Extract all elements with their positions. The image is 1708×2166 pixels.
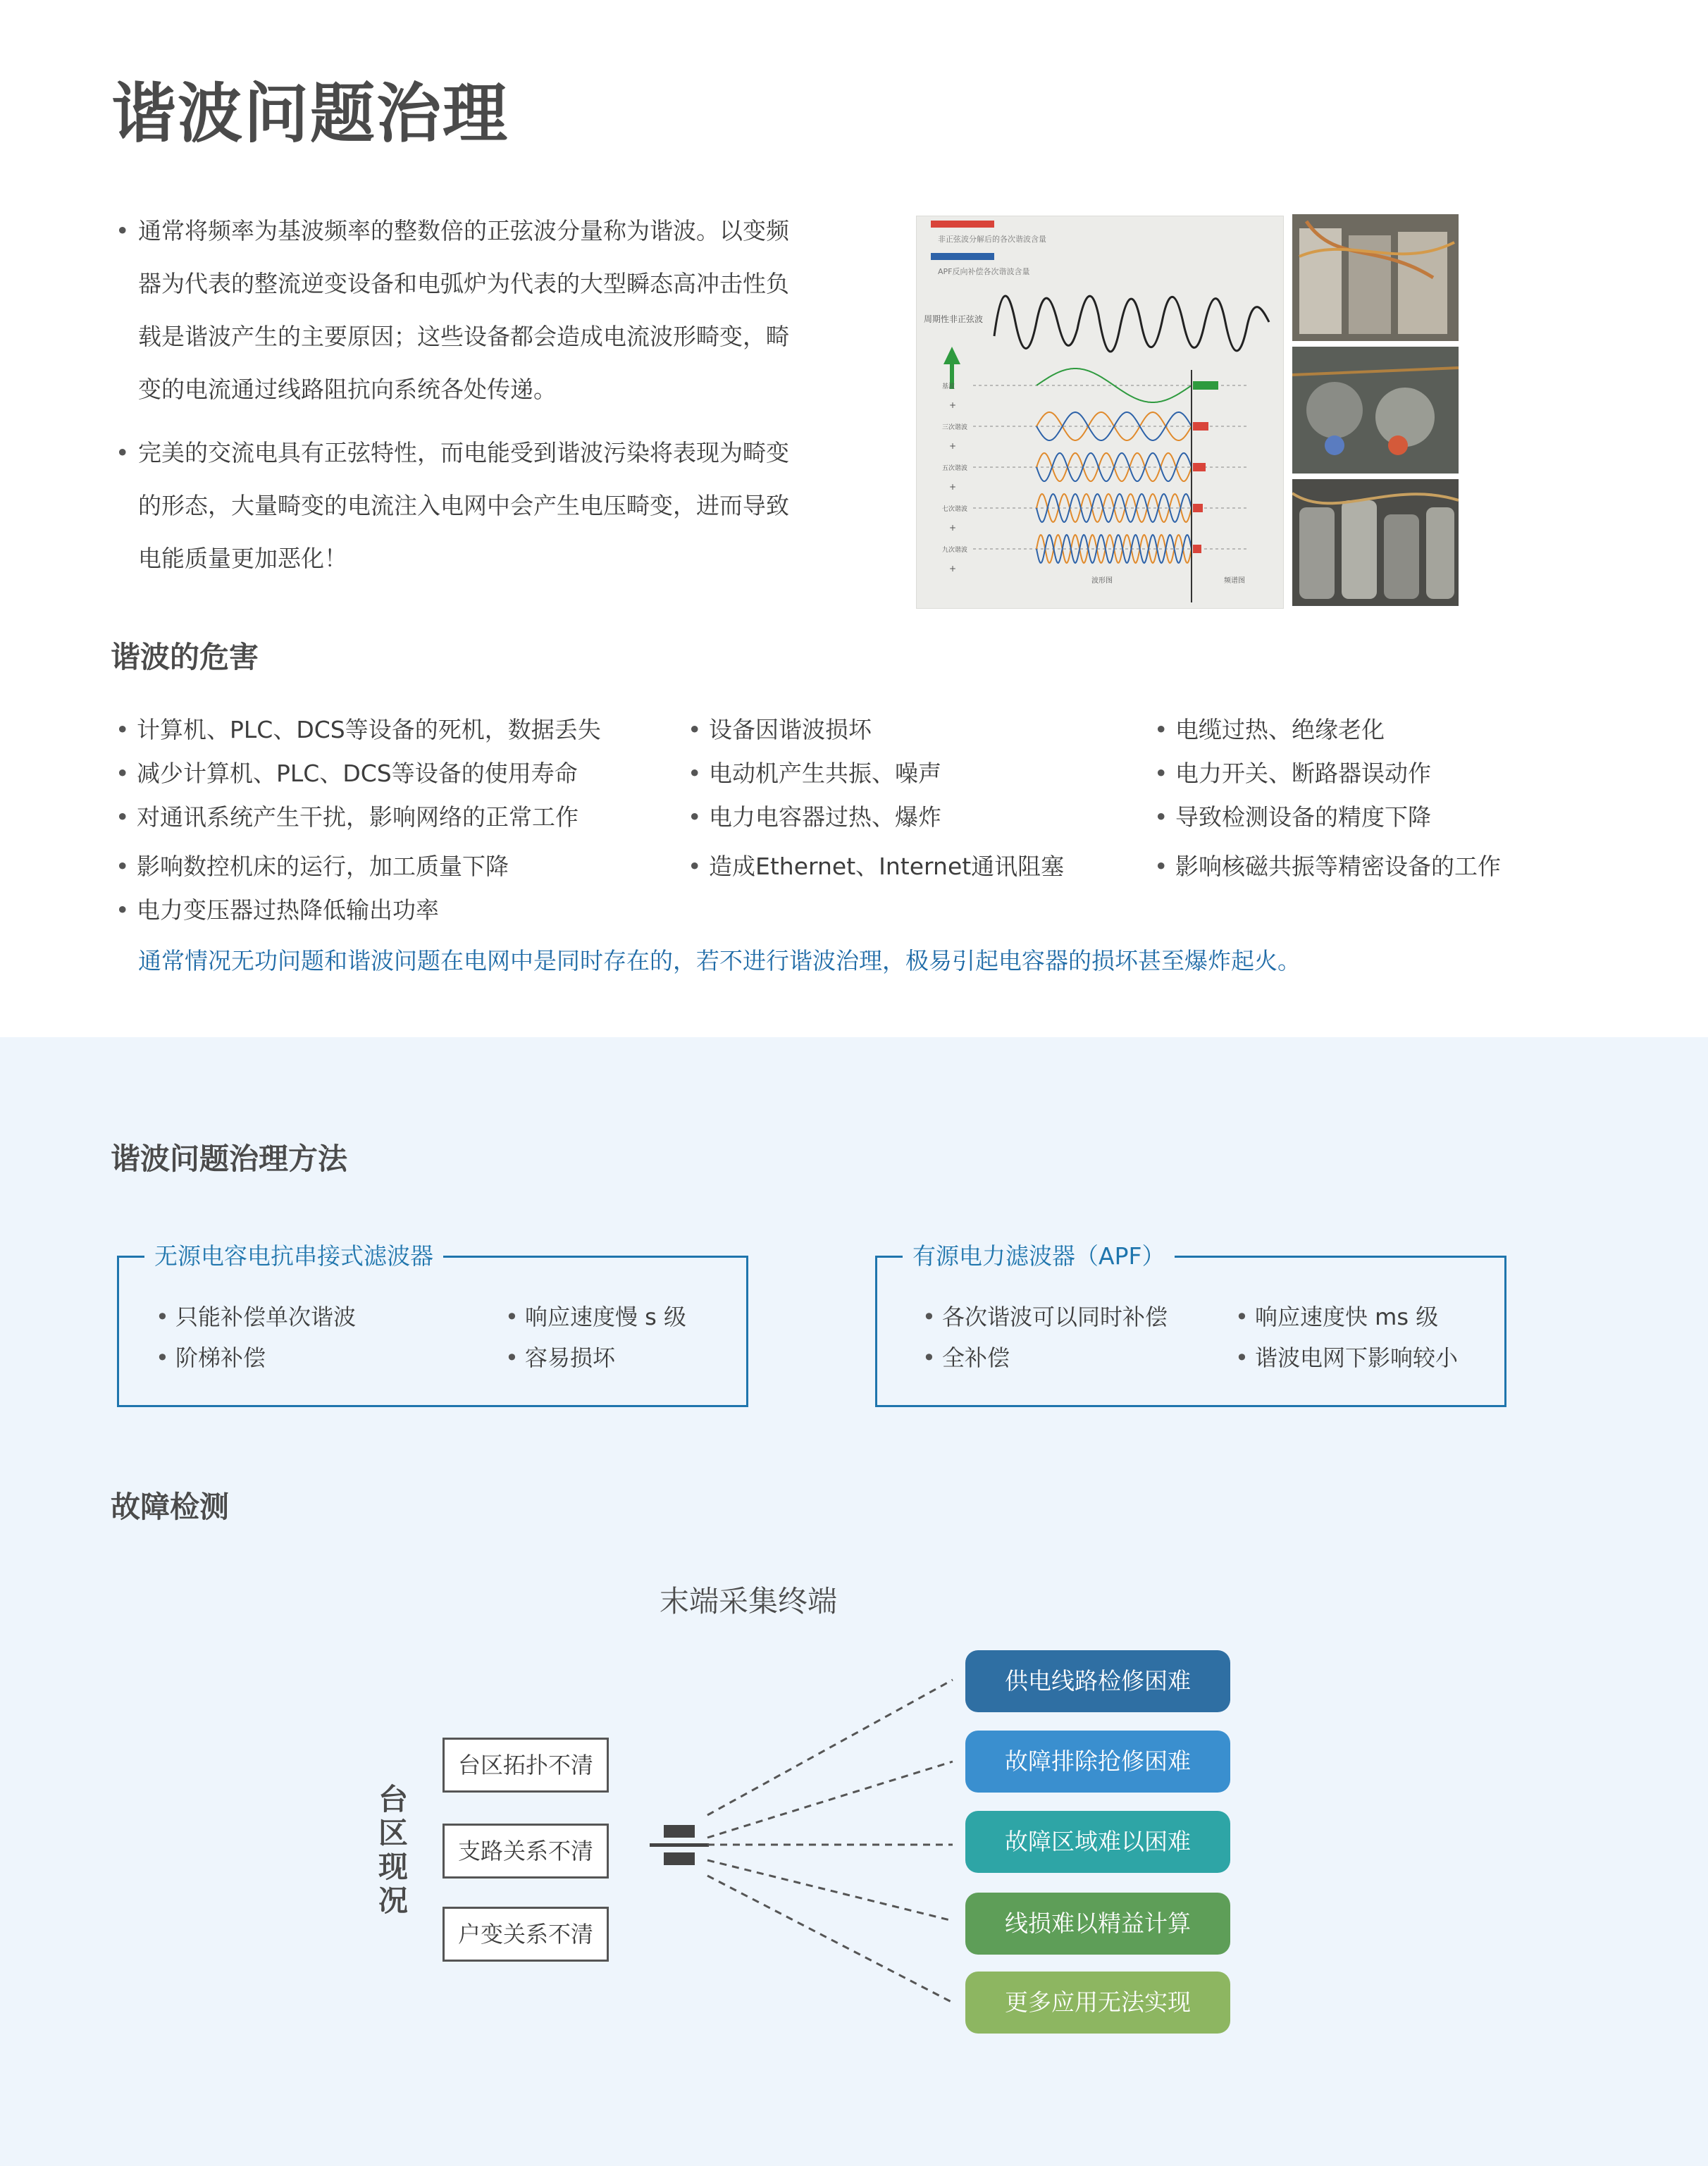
plus-sign: + <box>949 400 957 410</box>
page-title: 谐波问题治理 <box>111 76 509 151</box>
harm-item: • 导致检测设备的精度下降 <box>1151 796 1501 839</box>
fault-pill: 更多应用无法实现 <box>965 1972 1230 2034</box>
harmonic-row-label: 基波 <box>942 383 955 390</box>
harmonic-row-label: 三次谐波 <box>942 424 968 431</box>
bottom-label-spectrum: 频谱图 <box>1224 577 1245 585</box>
intro-paragraph: • 通常将频率为基波频率的整数倍的正弦波分量称为谐波。以变频器为代表的整流逆变设备和电弧炉为代表的大型瞬态高冲击性负载是谐波产生的主要原因；这些设备都会造成电流波形畸变，畸变的电流通过线路阻抗向系统各处传递。 <box>113 204 789 416</box>
harm-note: 通常情况无功问题和谐波问题在电网中是同时存在的，若不进行谐波治理，极易引起电容器的损坏甚至爆炸起火。 <box>138 947 1301 974</box>
connector-line <box>707 1762 953 1838</box>
plus-sign: + <box>949 441 957 451</box>
harm-item: • 影响数控机床的运行，加工质量下降 <box>113 845 601 889</box>
fault-pill: 供电线路检修困难 <box>965 1650 1230 1712</box>
waveform-label: 周期性非正弦波 <box>924 314 984 324</box>
status-box: 户变关系不清 <box>443 1907 609 1962</box>
active-filter-title: 有源电力滤波器（APF） <box>903 1239 1175 1273</box>
harm-item: • 造成Ethernet、Internet通讯阻塞 <box>685 845 1064 889</box>
plus-sign: + <box>949 564 957 574</box>
legend-red-text: 非正弦波分解后的各次谐波含量 <box>938 235 1046 244</box>
legend-blue-text: APF反向补偿各次谐波含量 <box>938 267 1030 276</box>
methods-heading: 谐波问题治理方法 <box>111 1141 348 1176</box>
harm-item: • 电力电容器过热、爆炸 <box>685 796 1064 839</box>
harm-item: • 影响核磁共振等精密设备的工作 <box>1151 845 1501 889</box>
passive-item: • 只能补偿单次谐波 <box>154 1301 356 1332</box>
harm-item: • 电力变压器过热降低输出功率 <box>113 889 601 932</box>
active-item: • 全补偿 <box>921 1342 1010 1373</box>
status-box: 台区拓扑不清 <box>443 1738 609 1793</box>
harm-heading: 谐波的危害 <box>111 640 259 674</box>
harm-item: • 减少计算机、PLC、DCS等设备的使用寿命 <box>113 752 601 796</box>
status-label: 台区现况 <box>378 1782 408 1918</box>
connector-line <box>707 1860 953 1921</box>
plus-sign: + <box>949 523 957 533</box>
fault-pill: 线损难以精益计算 <box>965 1893 1230 1955</box>
status-box: 支路关系不清 <box>443 1824 609 1879</box>
connector-line <box>707 1876 953 2003</box>
passive-item: • 响应速度慢 s 级 <box>504 1301 686 1332</box>
plus-sign: + <box>949 482 957 492</box>
harm-item: • 计算机、PLC、DCS等设备的死机，数据丢失 <box>113 708 601 752</box>
active-item: • 各次谐波可以同时补偿 <box>921 1301 1168 1332</box>
connector-line <box>707 1680 953 1815</box>
harmonic-row-label: 九次谐波 <box>942 547 968 554</box>
harm-item: • 设备因谐波损坏 <box>685 708 1064 752</box>
harm-item: • 电缆过热、绝缘老化 <box>1151 708 1501 752</box>
passive-item: • 阶梯补偿 <box>154 1342 266 1373</box>
harm-item: • 电力开关、断路器误动作 <box>1151 752 1501 796</box>
harm-item: • 电动机产生共振、噪声 <box>685 752 1064 796</box>
passive-item: • 容易损坏 <box>504 1342 615 1373</box>
terminal-label: 末端采集终端 <box>660 1584 838 1619</box>
bottom-label-wave: 波形图 <box>1091 577 1113 585</box>
fault-pill: 故障区域难以困难 <box>965 1811 1230 1873</box>
fault-heading: 故障检测 <box>111 1490 230 1524</box>
fault-pill: 故障排除抢修困难 <box>965 1731 1230 1793</box>
active-item: • 响应速度快 ms 级 <box>1234 1301 1438 1332</box>
harmonic-row-label: 七次谐波 <box>942 506 968 513</box>
intro-paragraph: • 完美的交流电具有正弦特性，而电能受到谐波污染将表现为畸变的形态，大量畸变的电流注入电网中会产生电压畸变，进而导致电能质量更加恶化！ <box>113 426 789 585</box>
harmonic-row-label: 五次谐波 <box>942 465 968 472</box>
harm-item: • 对通讯系统产生干扰，影响网络的正常工作 <box>113 796 601 839</box>
active-item: • 谐波电网下影响较小 <box>1234 1342 1458 1373</box>
passive-filter-title: 无源电容电抗串接式滤波器 <box>144 1239 443 1273</box>
